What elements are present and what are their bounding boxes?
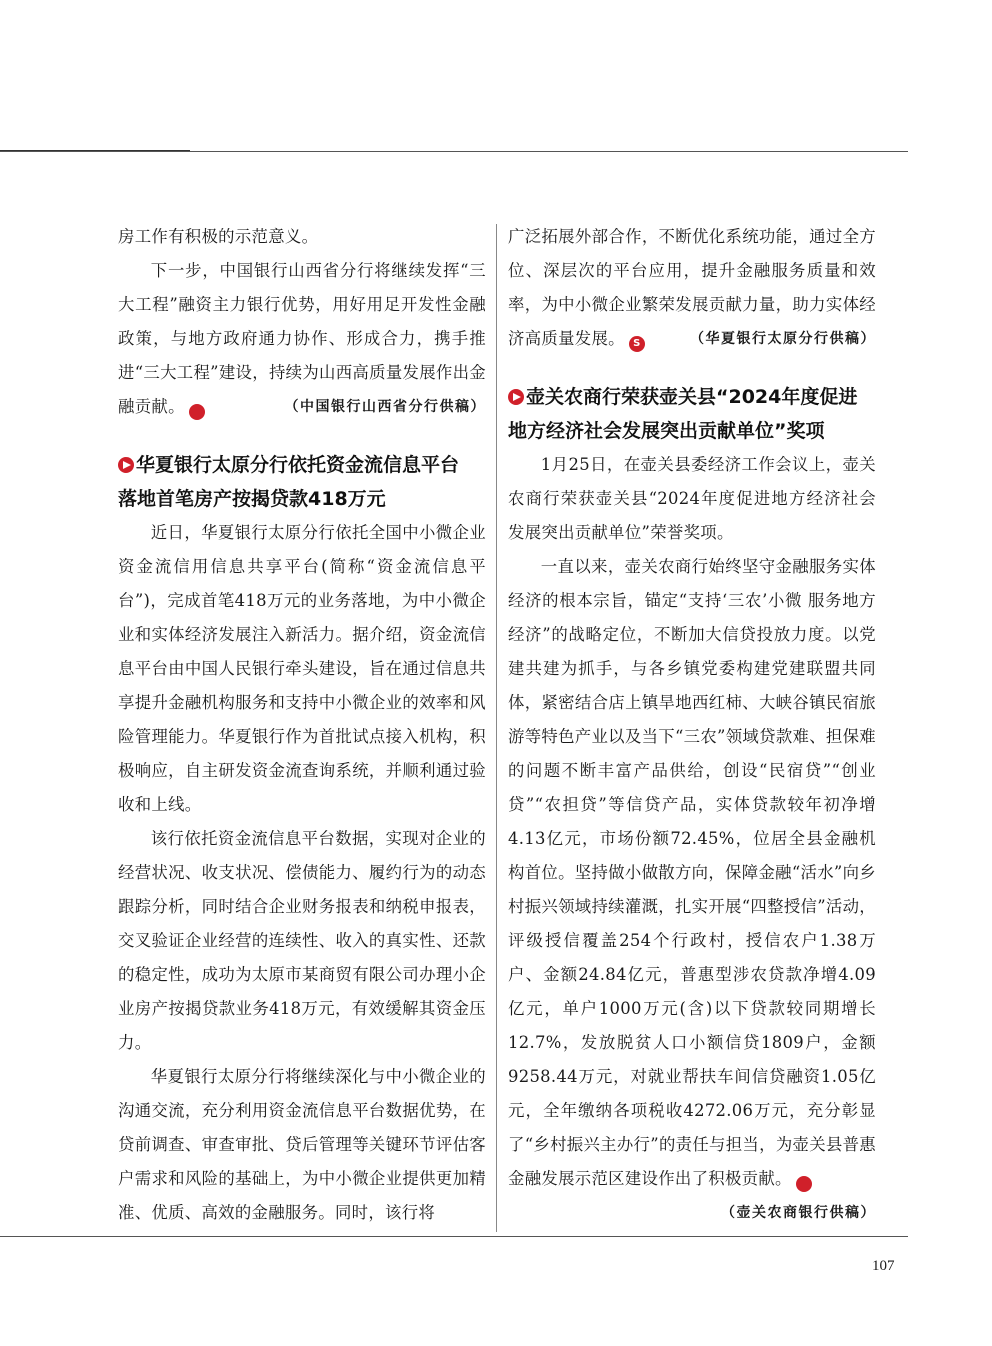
- headline-arrow-icon: [118, 457, 134, 473]
- magazine-end-mark-icon: S: [189, 404, 205, 420]
- right-column: [508, 220, 876, 1230]
- article-paragraph: 房工作有积极的示范意义。: [118, 227, 319, 246]
- article-paragraph: 近日，华夏银行太原分行依托全国中小微企业资金流信用信息共享平台(简称“资金流信息平台”)，完成首笔418万元的业务落地，为中小微企业和实体经济发展注入新活力。据介绍，资金流信息平台由中国人民银行牵头建设，旨在通过信息共享提升金融机构服务和支持中小微企业的效率和风险管理能力。华夏银行作为首批试点接入机构，积极响应，自主研发资金流查询系统，并顺利通过验收和上线。: [118, 523, 486, 814]
- footer-rule: [0, 1236, 908, 1237]
- column-divider: [496, 224, 497, 1232]
- headline-arrow-icon: [508, 389, 524, 405]
- magazine-end-mark-icon: S: [629, 336, 645, 352]
- article-headline: 壶关农商行荣获壶关县“2024年度促进 地方经济社会发展突出贡献单位”奖项: [508, 386, 858, 442]
- article-headline: 华夏银行太原分行依托资金流信息平台 落地首笔房产按揭贷款418万元: [118, 454, 460, 510]
- header-rule: [0, 151, 908, 152]
- magazine-end-mark-icon: S: [796, 1176, 812, 1192]
- article-credit: （中国银行山西省分行供稿）: [284, 399, 486, 415]
- left-column: [118, 220, 486, 1230]
- article-paragraph: 广泛拓展外部合作，不断优化系统功能，通过全方位、深层次的平台应用，提升金融服务质量和效率，为中小微企业繁荣发展贡献力量，助力实体经济高质量发展。 S （华夏银行太原分行供稿）: [508, 220, 876, 356]
- article-credit: （壶关农商银行供稿）: [721, 1205, 876, 1221]
- article-credit: （华夏银行太原分行供稿）: [690, 331, 876, 347]
- page-number: 107: [872, 1258, 895, 1274]
- article-paragraph: 1月25日，在壶关县委经济工作会议上，壶关农商行荣获壶关县“2024年度促进地方经济社会发展突出贡献单位”荣誉奖项。: [508, 455, 876, 542]
- article-paragraph: 华夏银行太原分行将继续深化与中小微企业的沟通交流，充分利用资金流信息平台数据优势，在贷前调查、审查审批、贷后管理等关键环节评估客户需求和风险的基础上，为中小微企业提供更加精准、优质、高效的金融服务。同时，该行将: [118, 1067, 486, 1222]
- article-paragraph: 一直以来，壶关农商行始终坚守金融服务实体经济的根本宗旨，锚定“支持‘三农’小微 服务地方经济”的战略定位，不断加大信贷投放力度。以党建共建为抓手，与各乡镇党委构建党建联盟共同体，紧密结合店上镇旱地西红柿、大峡谷镇民宿旅游等特色产业以及当下“三农”领域贷款难、担保难的问题不断丰富产品供给，创设“民宿贷”“创业贷”“农担贷”等信贷产品，实体贷款较年初净增4.13亿元，市场份额72.45%，位居全县金融机构首位。坚持做小做散方向，保障金融“活水”向乡村振兴领域持续灌溉，扎实开展“四整授信”活动，评级授信覆盖254个行政村，授信农户1.38万户、金额24.84亿元，普惠型涉农贷款净增4.09亿元，单户1000万元(含)以下贷款较同期增长12.7%，发放脱贫人口小额信贷1809户，金额9258.44万元，对就业帮扶车间信贷融资1.05亿元，全年缴纳各项税收4272.06万元，充分彰显了“乡村振兴主办行”的责任与担当，为壶关县普惠金融发展示范区建设作出了积极贡献。 S: [508, 550, 876, 1196]
- article-paragraph: 该行依托资金流信息平台数据，实现对企业的经营状况、收支状况、偿债能力、履约行为的动态跟踪分析，同时结合企业财务报表和纳税申报表，交叉验证企业经营的连续性、收入的真实性、还款的稳定性，成功为太原市某商贸有限公司办理小企业房产按揭贷款业务418万元，有效缓解其资金压力。: [118, 829, 486, 1052]
- article-paragraph: 下一步，中国银行山西省分行将继续发挥“三大工程”融资主力银行优势，用好用足开发性金融政策，与地方政府通力协作、形成合力，携手推进“三大工程”建设，持续为山西高质量发展作出金融贡献。 S （中国银行山西省分行供稿）: [118, 254, 486, 424]
